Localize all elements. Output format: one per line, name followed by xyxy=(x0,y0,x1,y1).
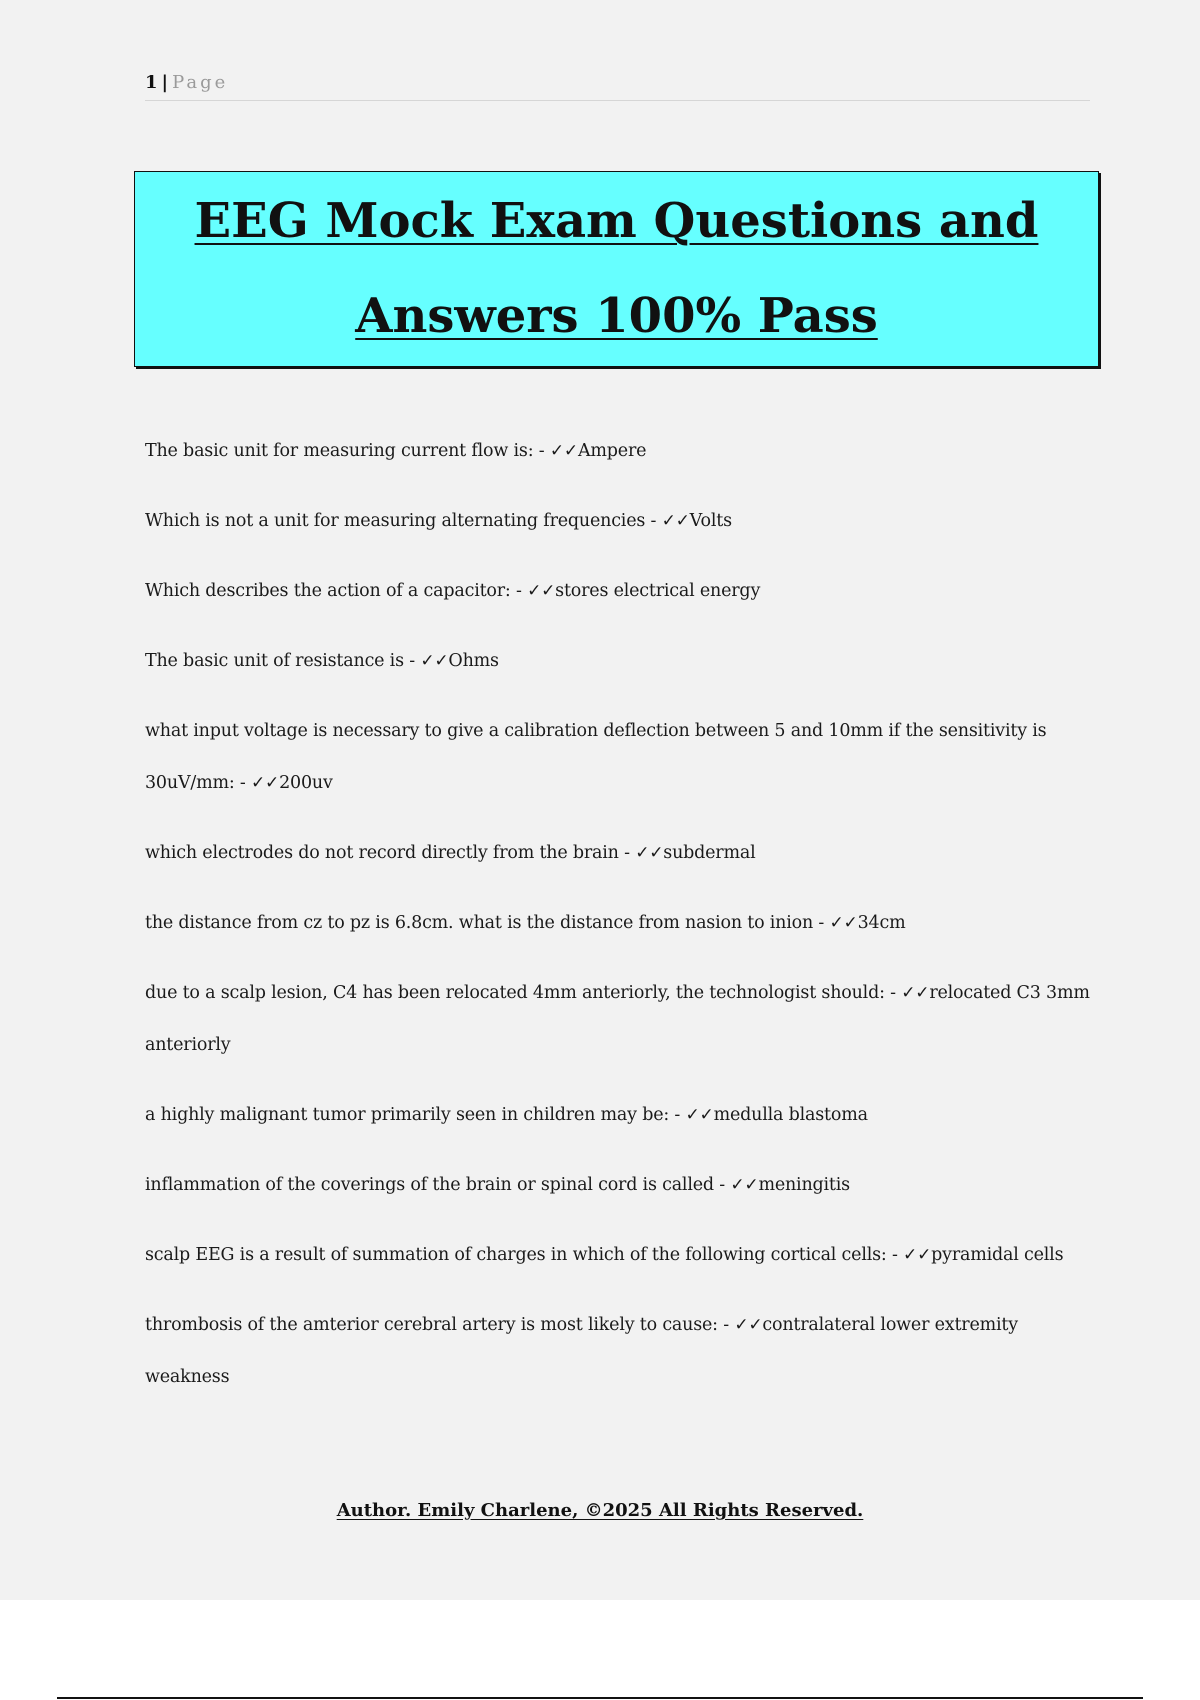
answer-text: subdermal xyxy=(663,843,756,863)
qa-item xyxy=(145,897,1095,949)
qa-item xyxy=(145,425,1095,477)
check-mark-icon: ✓✓ xyxy=(635,843,664,863)
page-label: Page xyxy=(172,72,229,93)
qa-item xyxy=(145,1089,1095,1141)
answer-text: Ampere xyxy=(577,441,647,461)
question-text: inflammation of the coverings of the brain or spinal cord is called - xyxy=(145,1175,725,1195)
qa-item xyxy=(145,1299,1095,1403)
qa-item xyxy=(145,705,1095,809)
check-mark-icon: ✓✓ xyxy=(903,1245,932,1265)
question-text: the distance from cz to pz is 6.8cm. what is the distance from nasion to inion - xyxy=(145,913,825,933)
answer-text: relocated C3 3mm anteriorly xyxy=(145,983,1090,1055)
answer-text: stores electrical energy xyxy=(555,581,761,601)
qa-list xyxy=(145,425,1095,1421)
check-mark-icon: ✓✓ xyxy=(527,581,556,601)
answer-text: medulla blastoma xyxy=(713,1105,868,1125)
title-box xyxy=(134,171,1099,367)
answer-text: pyramidal cells xyxy=(931,1245,1064,1265)
qa-item xyxy=(145,1159,1095,1211)
question-text: The basic unit for measuring current flow is: - xyxy=(145,441,545,461)
check-mark-icon: ✓✓ xyxy=(730,1175,759,1195)
check-mark-icon: ✓✓ xyxy=(901,983,930,1003)
check-mark-icon: ✓✓ xyxy=(734,1315,763,1335)
question-text: a highly malignant tumor primarily seen in children may be: - xyxy=(145,1105,681,1125)
page-header xyxy=(145,72,1090,101)
answer-text: 34cm xyxy=(857,913,906,933)
title-text-2: Answers 100% Pass xyxy=(355,288,878,344)
footer-author xyxy=(0,1500,1200,1521)
question-text: The basic unit of resistance is - xyxy=(145,651,415,671)
question-text: Which describes the action of a capacitor: - xyxy=(145,581,522,601)
check-mark-icon: ✓✓ xyxy=(685,1105,714,1125)
question-text: Which is not a unit for measuring alternating frequencies - xyxy=(145,511,657,531)
check-mark-icon: ✓✓ xyxy=(829,913,858,933)
qa-item xyxy=(145,827,1095,879)
page-separator: | xyxy=(161,72,169,93)
question-text: due to a scalp lesion, C4 has been relocated 4mm anteriorly, the technologist should: - xyxy=(145,983,896,1003)
check-mark-icon: ✓✓ xyxy=(549,441,578,461)
check-mark-icon: ✓✓ xyxy=(251,773,280,793)
title-text-1: EEG Mock Exam Questions and xyxy=(194,193,1039,249)
question-text: scalp EEG is a result of summation of charges in which of the following cortical cells: - xyxy=(145,1245,898,1265)
qa-item xyxy=(145,565,1095,617)
check-mark-icon: ✓✓ xyxy=(661,511,690,531)
question-text: what input voltage is necessary to give a calibration deflection between 5 and 10mm if the sensitivity is 30uV/mm: - xyxy=(145,721,1047,793)
qa-item xyxy=(145,635,1095,687)
title-line-2 xyxy=(135,269,1098,364)
bottom-rule xyxy=(57,1697,1143,1699)
answer-text: Volts xyxy=(689,511,732,531)
check-mark-icon: ✓✓ xyxy=(420,651,449,671)
answer-text: Ohms xyxy=(448,651,499,671)
answer-text: meningitis xyxy=(758,1175,850,1195)
page-number: 1 xyxy=(145,72,158,93)
qa-item xyxy=(145,1229,1095,1281)
answer-text: contralateral lower extremity weakness xyxy=(145,1315,1018,1387)
author-copyright: Author. Emily Charlene, ©2025 All Rights Reserved. xyxy=(336,1500,864,1521)
title-line-1 xyxy=(135,174,1098,269)
answer-text: 200uv xyxy=(279,773,333,793)
qa-item xyxy=(145,495,1095,547)
qa-item xyxy=(145,967,1095,1071)
question-text: thrombosis of the amterior cerebral artery is most likely to cause: - xyxy=(145,1315,729,1335)
question-text: which electrodes do not record directly from the brain - xyxy=(145,843,630,863)
